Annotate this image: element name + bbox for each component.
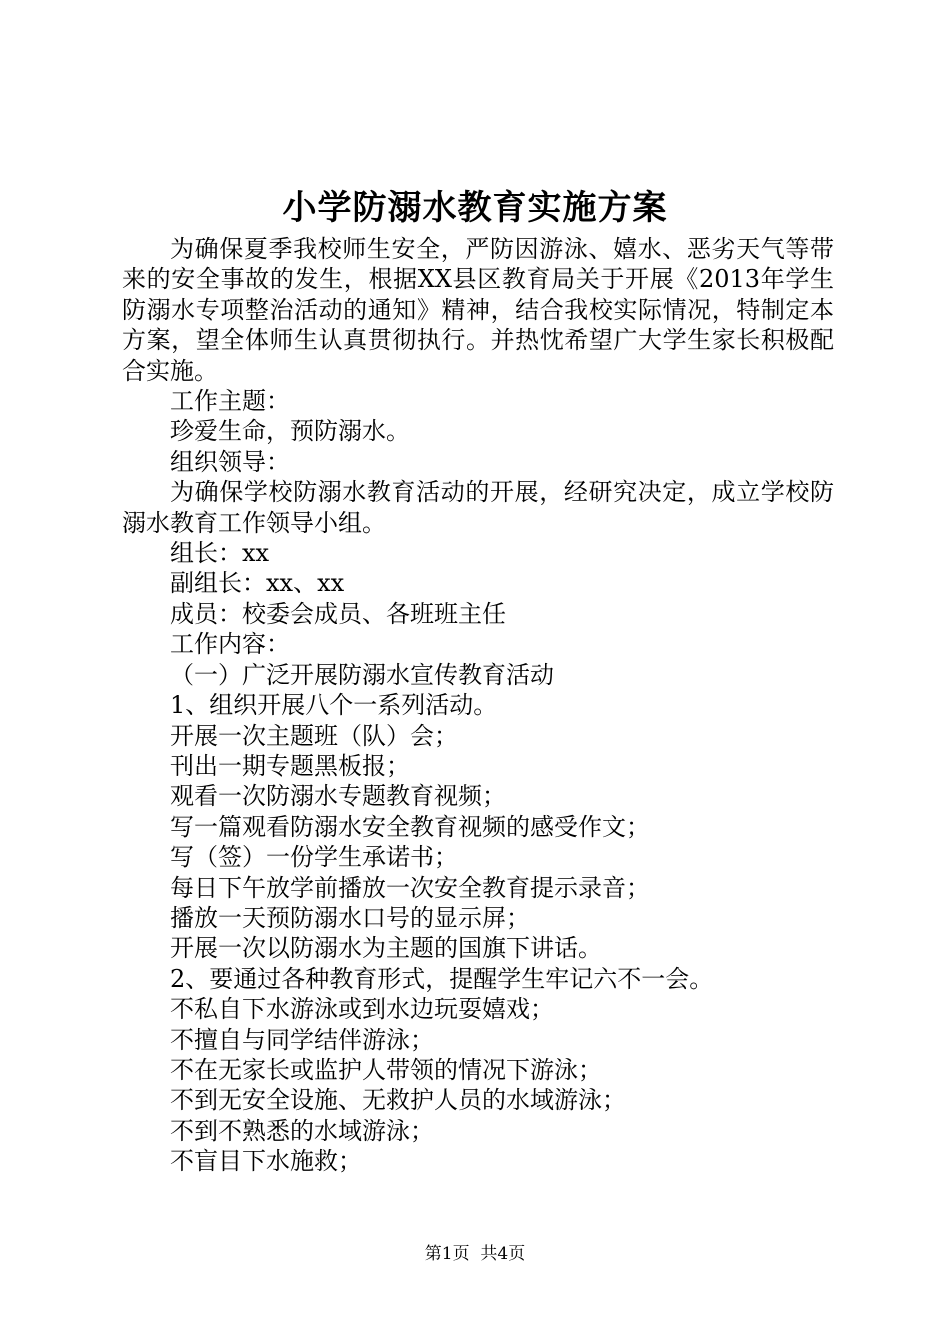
- list-item: 开展一次主题班（队）会；: [170, 721, 458, 750]
- document-body: [122, 234, 834, 1177]
- list-item: 写（签）一份学生承诺书；: [170, 843, 458, 872]
- page-footer: [0, 1242, 950, 1266]
- list-item: 1、组织开展八个一系列活动。: [170, 691, 498, 720]
- section-heading-content: 工作内容：: [170, 630, 290, 659]
- intro-paragraph: 为确保夏季我校师生安全，严防因游泳、嬉水、恶劣天气等带来的安全事故的发生，根据XX县区教育局关于开展《2013年学生防溺水专项整治活动的通知》精神，结合我校实际情况，特制定本方案，望全体师生认真贯彻执行。并热忱希望广大学生家长积极配合实施。: [122, 235, 834, 385]
- list-item: 刊出一期专题黑板报；: [170, 751, 410, 780]
- subsection-heading: （一）广泛开展防溺水宣传教育活动: [170, 660, 554, 689]
- list-item: 观看一次防溺水专题教育视频；: [170, 782, 506, 811]
- page-total: 共4页: [480, 1244, 526, 1264]
- section-heading-leadership: 组织领导：: [170, 447, 290, 476]
- list-item: 不到无安全设施、无救护人员的水域游泳；: [170, 1086, 626, 1115]
- theme-text: 珍爱生命，预防溺水。: [170, 417, 410, 446]
- leader-line: 组长：xx: [170, 539, 270, 568]
- list-item: 不擅自与同学结伴游泳；: [170, 1025, 434, 1054]
- list-item: 播放一天预防溺水口号的显示屏；: [170, 903, 530, 932]
- list-item: 不在无家长或监护人带领的情况下游泳；: [170, 1055, 602, 1084]
- list-item: 2、要通过各种教育形式，提醒学生牢记六不一会。: [170, 964, 714, 993]
- list-item: 每日下午放学前播放一次安全教育提示录音；: [170, 873, 650, 902]
- footer-separator: [470, 1244, 481, 1264]
- list-item: 不到不熟悉的水域游泳；: [170, 1116, 434, 1145]
- list-item: 不盲目下水施救；: [170, 1147, 362, 1176]
- list-item: 写一篇观看防溺水安全教育视频的感受作文；: [170, 812, 650, 841]
- leadership-paragraph: 为确保学校防溺水教育活动的开展，经研究决定，成立学校防溺水教育工作领导小组。: [122, 478, 834, 537]
- members-line: 成员：校委会成员、各班班主任: [170, 599, 506, 628]
- page-number: 第1页: [424, 1244, 470, 1264]
- list-item: 开展一次以防溺水为主题的国旗下讲话。: [170, 934, 602, 963]
- list-item: 不私自下水游泳或到水边玩耍嬉戏；: [170, 995, 554, 1024]
- document-title: 小学防溺水教育实施方案: [282, 188, 668, 228]
- section-heading-theme: 工作主题：: [170, 387, 290, 416]
- deputy-leader-line: 副组长：xx、xx: [170, 569, 345, 598]
